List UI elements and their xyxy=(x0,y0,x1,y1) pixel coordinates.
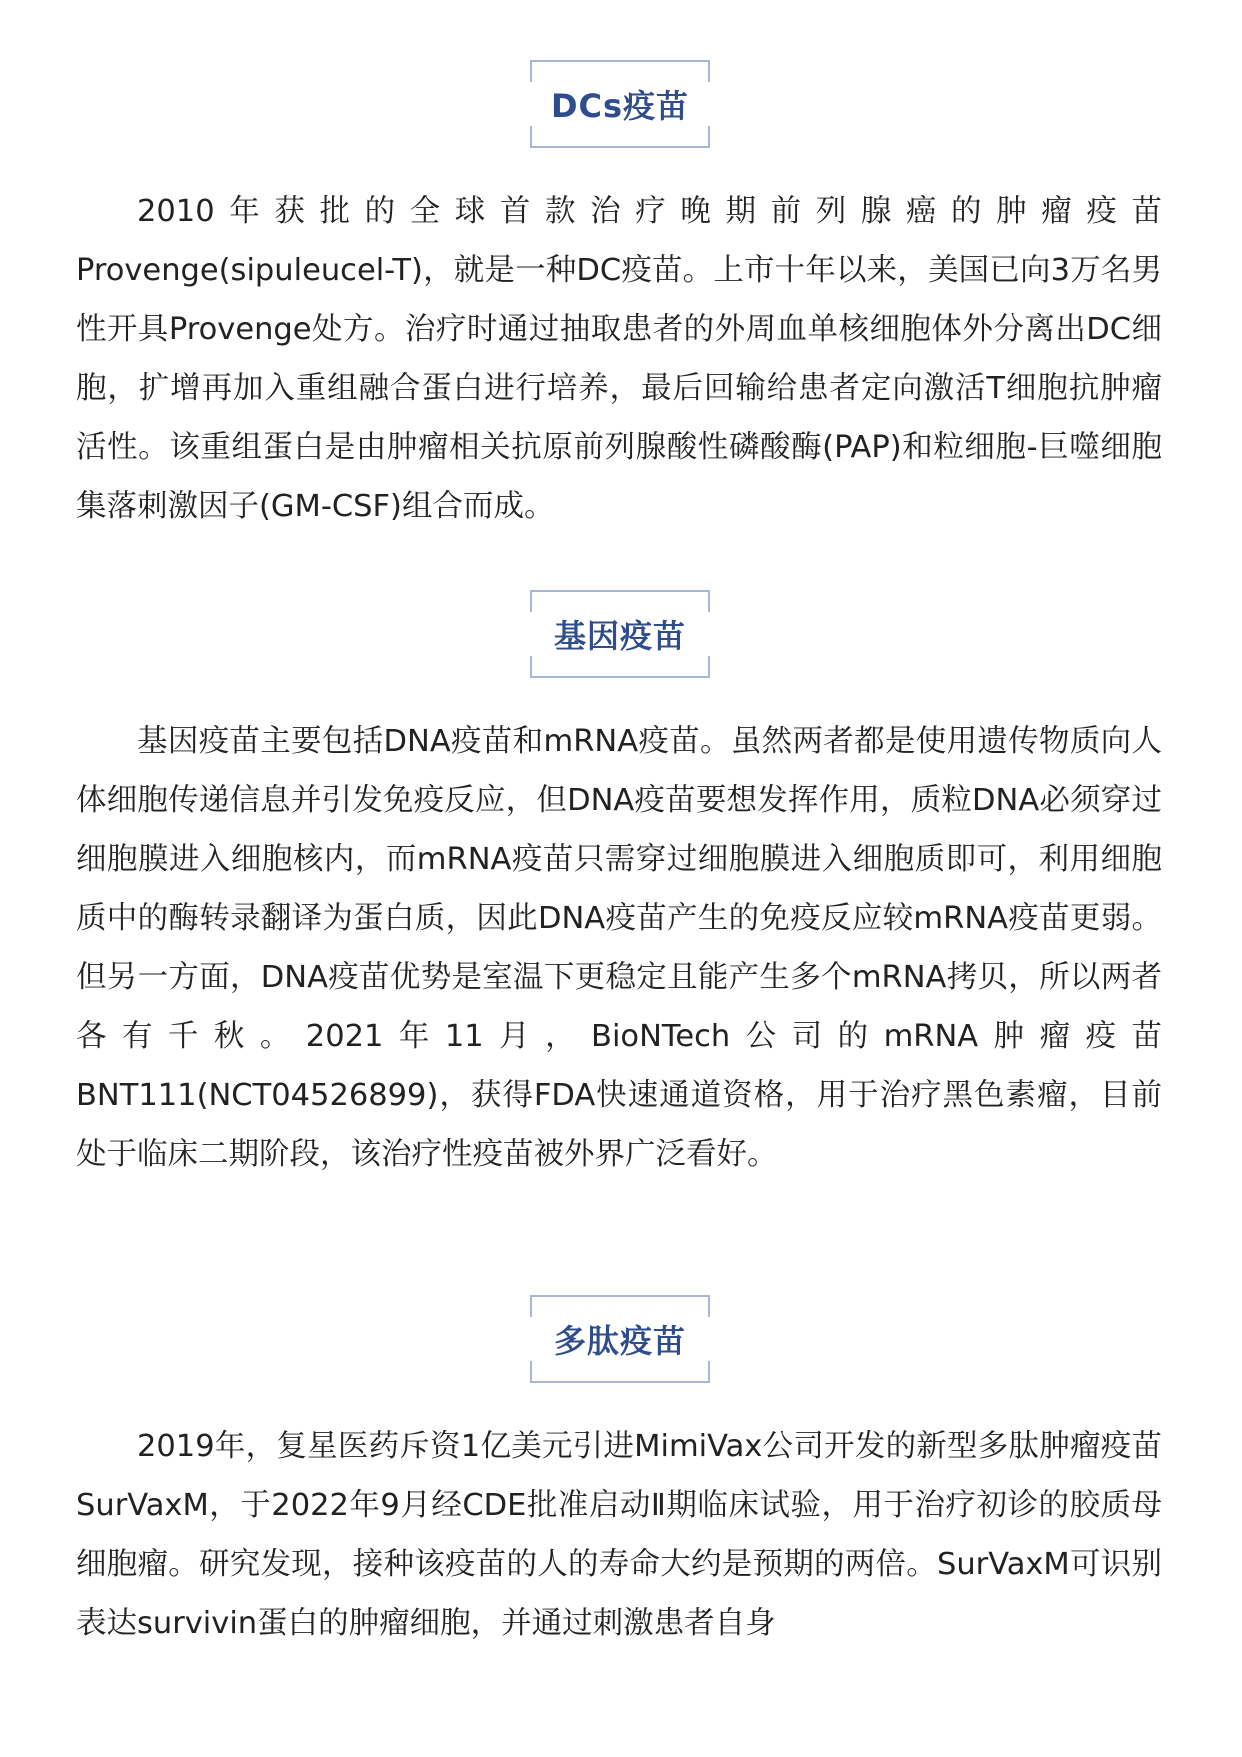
title-bracket-top xyxy=(530,60,710,82)
section-title-dc-vaccine xyxy=(530,60,710,148)
title-bracket-bottom xyxy=(530,656,710,678)
title-bracket-top xyxy=(530,590,710,612)
section-title-peptide-vaccine xyxy=(530,1295,710,1383)
section-paragraph-peptide-vaccine: 2019年，复星医药斥资1亿美元引进MimiVax公司开发的新型多肽肿瘤疫苗SurVaxM，于2022年9月经CDE批准启动Ⅱ期临床试验，用于治疗初诊的胶质母细胞瘤。研究发现，接种该疫苗的人的寿命大约是预期的两倍。SurVaxM可识别表达survivin蛋白的肿瘤细胞，并通过刺激患者自身 xyxy=(76,1429,1162,1641)
section-heading: 多肽疫苗 xyxy=(553,1322,686,1360)
section-paragraph-dc-vaccine: 2010年获批的全球首款治疗晚期前列腺癌的肿瘤疫苗Provenge(sipuleucel-T)，就是一种DC疫苗。上市十年以来，美国已向3万名男性开具Provenge处方。治疗时通过抽取患者的外周血单核细胞体外分离出DC细胞，扩增再加入重组融合蛋白进行培养，最后回输给患者定向激活T细胞抗肿瘤活性。该重组蛋白是由肿瘤相关抗原前列腺酸性磷酸酶(PAP)和粒细胞-巨噬细胞集落刺激因子(GM-CSF)组合而成。 xyxy=(76,194,1162,524)
section-heading: DCs疫苗 xyxy=(550,87,690,125)
section-paragraph-gene-vaccine: 基因疫苗主要包括DNA疫苗和mRNA疫苗。虽然两者都是使用遗传物质向人体细胞传递信息并引发免疫反应，但DNA疫苗要想发挥作用，质粒DNA必须穿过细胞膜进入细胞核内，而mRNA疫苗只需穿过细胞膜进入细胞质即可，利用细胞质中的酶转录翻译为蛋白质，因此DNA疫苗产生的免疫反应较mRNA疫苗更弱。但另一方面，DNA疫苗优势是室温下更稳定且能产生多个mRNA拷贝，所以两者各有千秋。2021年11月，BioNTech公司的mRNA肿瘤疫苗BNT111(NCT04526899)，获得FDA快速通道资格，用于治疗黑色素瘤，目前处于临床二期阶段，该治疗性疫苗被外界广泛看好。 xyxy=(76,724,1162,1172)
title-bracket-bottom xyxy=(530,126,710,148)
section-title-gene-vaccine xyxy=(530,590,710,678)
title-bracket-top xyxy=(530,1295,710,1317)
title-bracket-bottom xyxy=(530,1361,710,1383)
section-heading: 基因疫苗 xyxy=(553,617,686,655)
